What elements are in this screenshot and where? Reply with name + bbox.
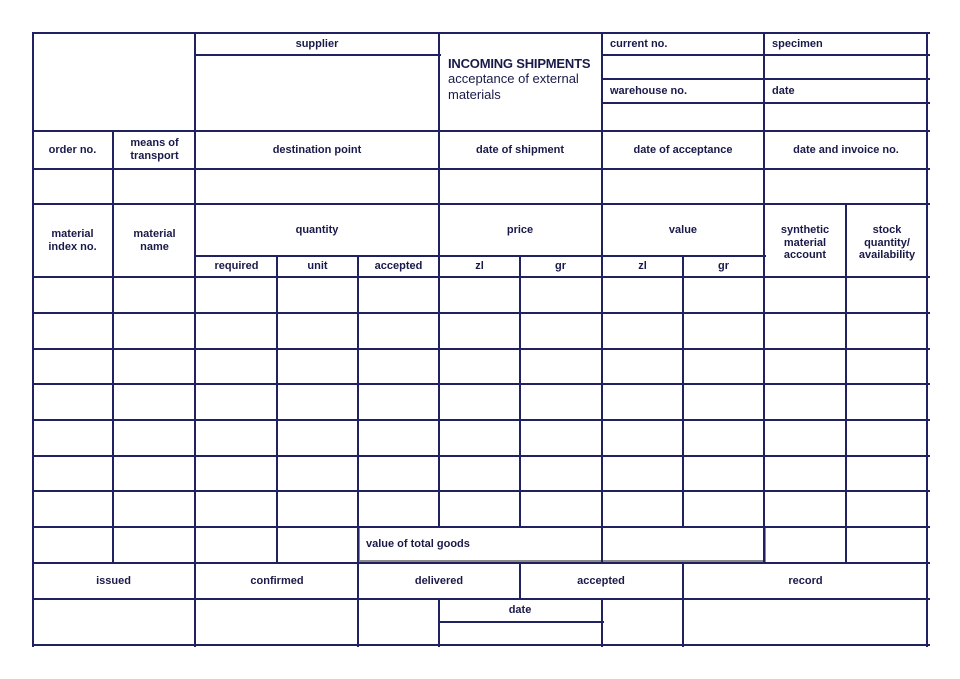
form-subtitle: acceptance of external materials xyxy=(448,71,579,102)
unit-label: unit xyxy=(307,259,328,272)
date-of-shipment-label: date of shipment xyxy=(475,143,564,156)
current-no-label: current no. xyxy=(610,37,668,50)
grid-line-vertical xyxy=(194,277,196,528)
grid-line-vertical xyxy=(601,131,603,205)
grid-line-horizontal xyxy=(439,621,604,623)
grid-line-vertical xyxy=(112,131,114,205)
grid-line-horizontal xyxy=(32,490,930,492)
grid-line-vertical xyxy=(276,527,278,564)
grid-line-vertical xyxy=(112,277,114,528)
grid-line-horizontal xyxy=(32,598,930,600)
grid-line-vertical xyxy=(519,277,521,528)
specimen-label: specimen xyxy=(772,37,823,50)
accepted-label: accepted xyxy=(374,259,423,272)
grid-line-horizontal xyxy=(32,455,930,457)
form-title-block xyxy=(448,56,608,102)
issued-label: issued xyxy=(96,574,131,587)
grid-line-vertical xyxy=(438,131,440,205)
price-label: price xyxy=(506,223,534,236)
grid-line-horizontal xyxy=(32,383,930,385)
grid-line-vertical xyxy=(194,563,196,600)
grid-line-horizontal xyxy=(32,130,930,132)
grid-line-vertical xyxy=(601,204,603,278)
confirmed-label: confirmed xyxy=(250,574,304,587)
grid-line-vertical xyxy=(438,599,440,647)
accepted-footer-label: accepted xyxy=(577,574,625,587)
grid-line-vertical xyxy=(763,277,765,528)
value-label: value xyxy=(668,223,698,236)
grid-line-horizontal xyxy=(602,102,930,104)
grid-line-horizontal xyxy=(32,562,930,564)
grid-line-vertical xyxy=(763,204,765,278)
grid-line-vertical xyxy=(926,32,928,647)
grid-line-vertical xyxy=(763,527,765,564)
form-title: INCOMING SHIPMENTS xyxy=(448,56,591,71)
grid-line-horizontal xyxy=(195,255,766,257)
price-zl-label: zl xyxy=(475,259,484,272)
footer-date-label: date xyxy=(508,603,532,616)
grid-line-horizontal xyxy=(32,644,930,646)
grid-line-horizontal xyxy=(32,312,930,314)
grid-line-vertical xyxy=(601,32,603,132)
synthetic-account-label: synthetic material account xyxy=(780,224,830,262)
grid-line-horizontal xyxy=(602,78,930,80)
grid-line-vertical xyxy=(357,277,359,528)
grid-line-vertical xyxy=(601,527,603,564)
grid-line-vertical xyxy=(357,256,359,278)
record-label: record xyxy=(788,574,823,587)
grid-line-vertical xyxy=(601,599,603,647)
grid-line-vertical xyxy=(357,563,359,600)
grid-line-horizontal xyxy=(32,348,930,350)
value-zl-label: zl xyxy=(638,259,647,272)
grid-line-vertical xyxy=(845,277,847,528)
grid-line-vertical xyxy=(276,277,278,528)
grid-line-vertical xyxy=(763,131,765,205)
grid-line-horizontal xyxy=(32,276,930,278)
delivered-label: delivered xyxy=(414,574,464,587)
required-label: required xyxy=(214,259,259,272)
material-name-label: material name xyxy=(133,228,176,253)
grid-line-vertical xyxy=(357,599,359,647)
grid-line-vertical xyxy=(438,204,440,278)
grid-line-horizontal xyxy=(32,32,930,34)
date-label: date xyxy=(772,84,795,97)
grid-line-vertical xyxy=(194,527,196,564)
date-and-invoice-label: date and invoice no. xyxy=(793,143,899,156)
grid-line-vertical xyxy=(112,527,114,564)
grid-line-vertical xyxy=(845,527,847,564)
grid-line-vertical xyxy=(112,204,114,278)
order-no-label: order no. xyxy=(48,143,97,156)
grid-line-horizontal xyxy=(32,203,930,205)
grid-line-vertical xyxy=(519,256,521,278)
destination-point-label: destination point xyxy=(272,143,362,156)
grid-line-vertical xyxy=(32,32,34,647)
stock-quantity-label: stock quantity/ availability xyxy=(858,224,916,262)
incoming-shipments-form xyxy=(32,32,928,646)
grid-line-vertical xyxy=(682,277,684,528)
grid-line-horizontal xyxy=(602,54,930,56)
grid-line-vertical xyxy=(519,563,521,600)
grid-line-vertical xyxy=(276,256,278,278)
value-gr-label: gr xyxy=(718,259,729,272)
grid-line-vertical xyxy=(438,32,440,132)
grid-line-vertical xyxy=(194,204,196,278)
grid-line-horizontal xyxy=(32,168,930,170)
grid-line-vertical xyxy=(194,32,196,132)
grid-line-horizontal xyxy=(195,54,441,56)
grid-line-vertical xyxy=(763,32,765,132)
grid-line-vertical xyxy=(601,277,603,528)
grid-line-vertical xyxy=(194,599,196,647)
means-of-transport-label: means of transport xyxy=(130,137,179,162)
grid-line-horizontal xyxy=(32,526,930,528)
grid-line-vertical xyxy=(682,563,684,600)
warehouse-no-label: warehouse no. xyxy=(610,84,688,97)
quantity-label: quantity xyxy=(295,223,339,236)
total-goods-label: value of total goods xyxy=(366,537,470,550)
grid-line-vertical xyxy=(357,527,359,564)
material-index-label: material index no. xyxy=(48,228,97,253)
grid-line-vertical xyxy=(845,204,847,278)
grid-line-vertical xyxy=(682,599,684,647)
grid-line-vertical xyxy=(194,131,196,205)
date-of-acceptance-label: date of acceptance xyxy=(633,143,733,156)
grid-line-horizontal xyxy=(32,419,930,421)
supplier-label: supplier xyxy=(295,37,339,50)
price-gr-label: gr xyxy=(555,259,566,272)
grid-line-vertical xyxy=(682,256,684,278)
grid-line-vertical xyxy=(438,277,440,528)
